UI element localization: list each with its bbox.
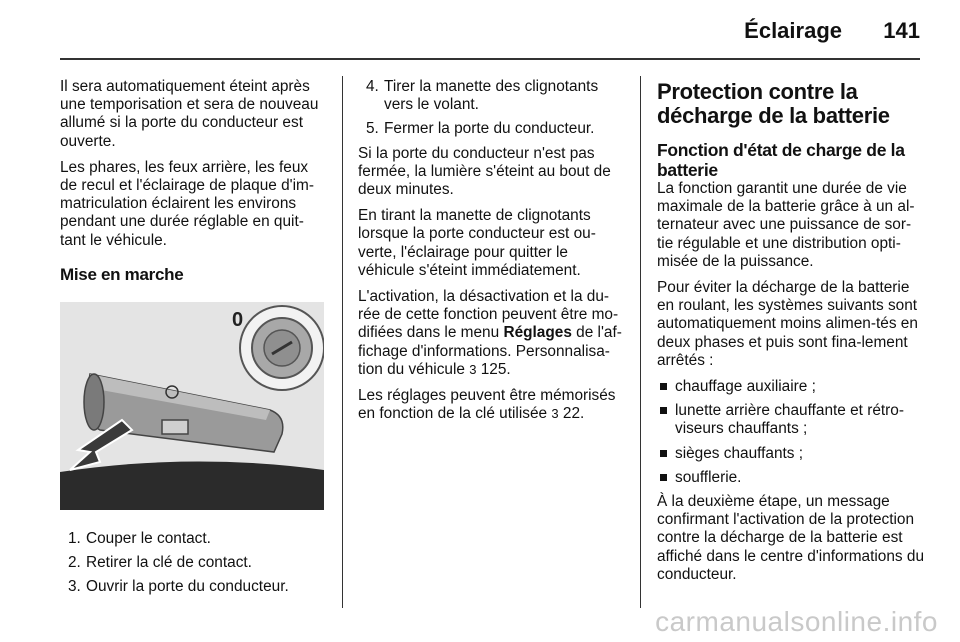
cross-ref-icon: 3	[469, 361, 477, 377]
page-header	[0, 0, 960, 60]
paragraph: Les phares, les feux arrière, les feux de recul et l'éclairage de plaque d'im-matriculation éclairent les environs pendant une durée réglable en quit-tant le véhicule.	[60, 158, 314, 249]
column-3	[657, 80, 925, 592]
paragraph: En tirant la manette de clignotants lorsque la porte conducteur est ou-verte, l'éclairage pour quitter le véhicule s'éteint immédiatement.	[358, 207, 596, 279]
watermark: carmanualsonline.info	[655, 606, 938, 637]
paragraph: À la deuxième étape, un message confirmant l'activation de la protection contre la décharge de la batterie est affiché dans le centre d'informations du conducteur.	[657, 493, 925, 583]
list-item: 3. Ouvrir la porte du conducteur.	[68, 578, 289, 596]
bullet-icon	[660, 407, 667, 414]
list-item: sièges chauffants ;	[657, 445, 925, 463]
page-number: 141	[883, 18, 920, 43]
illustration-turn-signal-lever	[60, 302, 324, 510]
cross-ref-icon: 3	[551, 406, 559, 422]
paragraph: Il sera automatiquement éteint après une temporisation et sera de nouveau allumé si la porte du conducteur est ouverte.	[60, 78, 319, 150]
list-item: 1. Couper le contact.	[68, 530, 211, 548]
paragraph: Les réglages peuvent être mémorisés en fonction de la clé utilisée 3 22.	[358, 387, 616, 423]
list-item: 4. Tirer la manette des clignotants vers le volant.	[366, 78, 599, 114]
subheading: Mise en marche	[60, 264, 184, 284]
bullet-icon	[660, 383, 667, 390]
cross-ref-page: 125.	[480, 360, 511, 378]
header-rule	[60, 58, 920, 60]
list-item: lunette arrière chauffante et rétro-viseurs chauffants ;	[657, 402, 925, 438]
paragraph: La fonction garantit une durée de vie maximale de la batterie grâce à un al-ternateur avec une puissance de sor-tie régulable et une distribution opti-misée de la puissance.	[657, 180, 915, 270]
bullet-icon	[660, 474, 667, 481]
paragraph: Pour éviter la décharge de la batterie en roulant, les systèmes suivants sont automatiquement moins alimen-tés en deux phases et puis sont fina-lement arrêtés :	[657, 279, 918, 369]
menu-name: Réglages	[503, 324, 572, 342]
paragraph: L'activation, la désactivation et la du-rée de cette fonction peuvent être mo-difiées dans le menu Réglages de l'af-fichage d'informations. Personnalisa-tion du véhicule 3 125.	[358, 288, 622, 378]
column-divider-1	[342, 76, 343, 608]
column-1	[60, 78, 328, 603]
illustration-badge: 0	[232, 309, 244, 332]
section-heading: Protection contre la décharge de la batterie	[657, 79, 890, 128]
bullet-icon	[660, 450, 667, 457]
bullet-list	[657, 378, 925, 487]
list-item: soufflerie.	[657, 469, 925, 487]
section-title: Éclairage	[744, 18, 842, 43]
list-item: 2. Retirer la clé de contact.	[68, 554, 252, 572]
paragraph: Si la porte du conducteur n'est pas fermée, la lumière s'éteint au bout de deux minutes.	[358, 144, 611, 199]
steps-list-continued	[358, 78, 626, 139]
subsection-heading: Fonction d'état de charge de la batterie	[657, 140, 905, 180]
column-2	[358, 78, 626, 431]
column-divider-2	[640, 76, 641, 608]
list-item: 5. Fermer la porte du conducteur.	[366, 120, 595, 138]
cross-ref-page: 22.	[562, 405, 585, 423]
steps-list	[60, 530, 328, 597]
list-item: chauffage auxiliaire ;	[657, 378, 925, 396]
